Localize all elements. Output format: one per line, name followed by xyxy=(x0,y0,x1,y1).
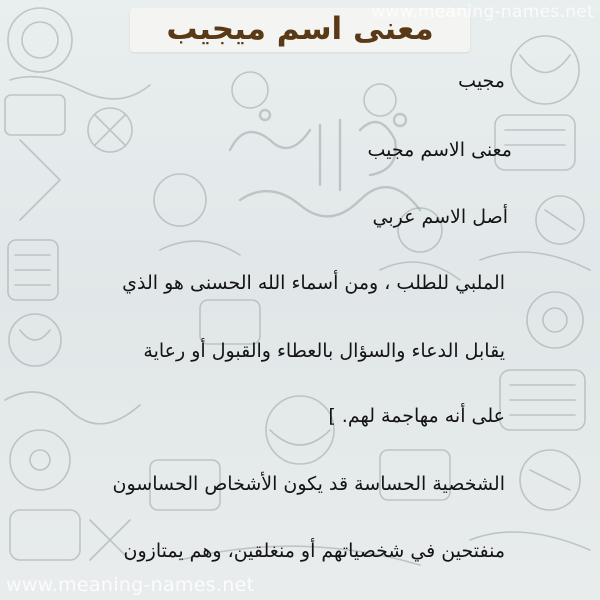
description-line: يقابل الدعاء والسؤال بالعطاء والقبول أو رعاية xyxy=(143,340,505,362)
watermark-top: www.meaning-names.net xyxy=(371,2,594,22)
personality-line: منفتحين في شخصياتهم أو منغلقين، وهم يمتازون xyxy=(123,540,505,562)
name-line: مجيب xyxy=(458,70,505,92)
watermark-bottom: www.meaning-names.net xyxy=(6,574,255,596)
personality-line: الشخصية الحساسة قد يكون الأشخاص الحساسون xyxy=(112,473,505,495)
page-title: معنى اسم ميجيب xyxy=(166,11,434,47)
origin-line: أصل الاسم عربي xyxy=(372,206,508,228)
meaning-heading-line: معنى الاسم مجيب xyxy=(367,139,512,161)
description-line: الملبي للطلب ، ومن أسماء الله الحسنى هو الذي xyxy=(122,272,505,294)
description-line: على أنه مهاجمة لهم. ] xyxy=(328,405,505,427)
